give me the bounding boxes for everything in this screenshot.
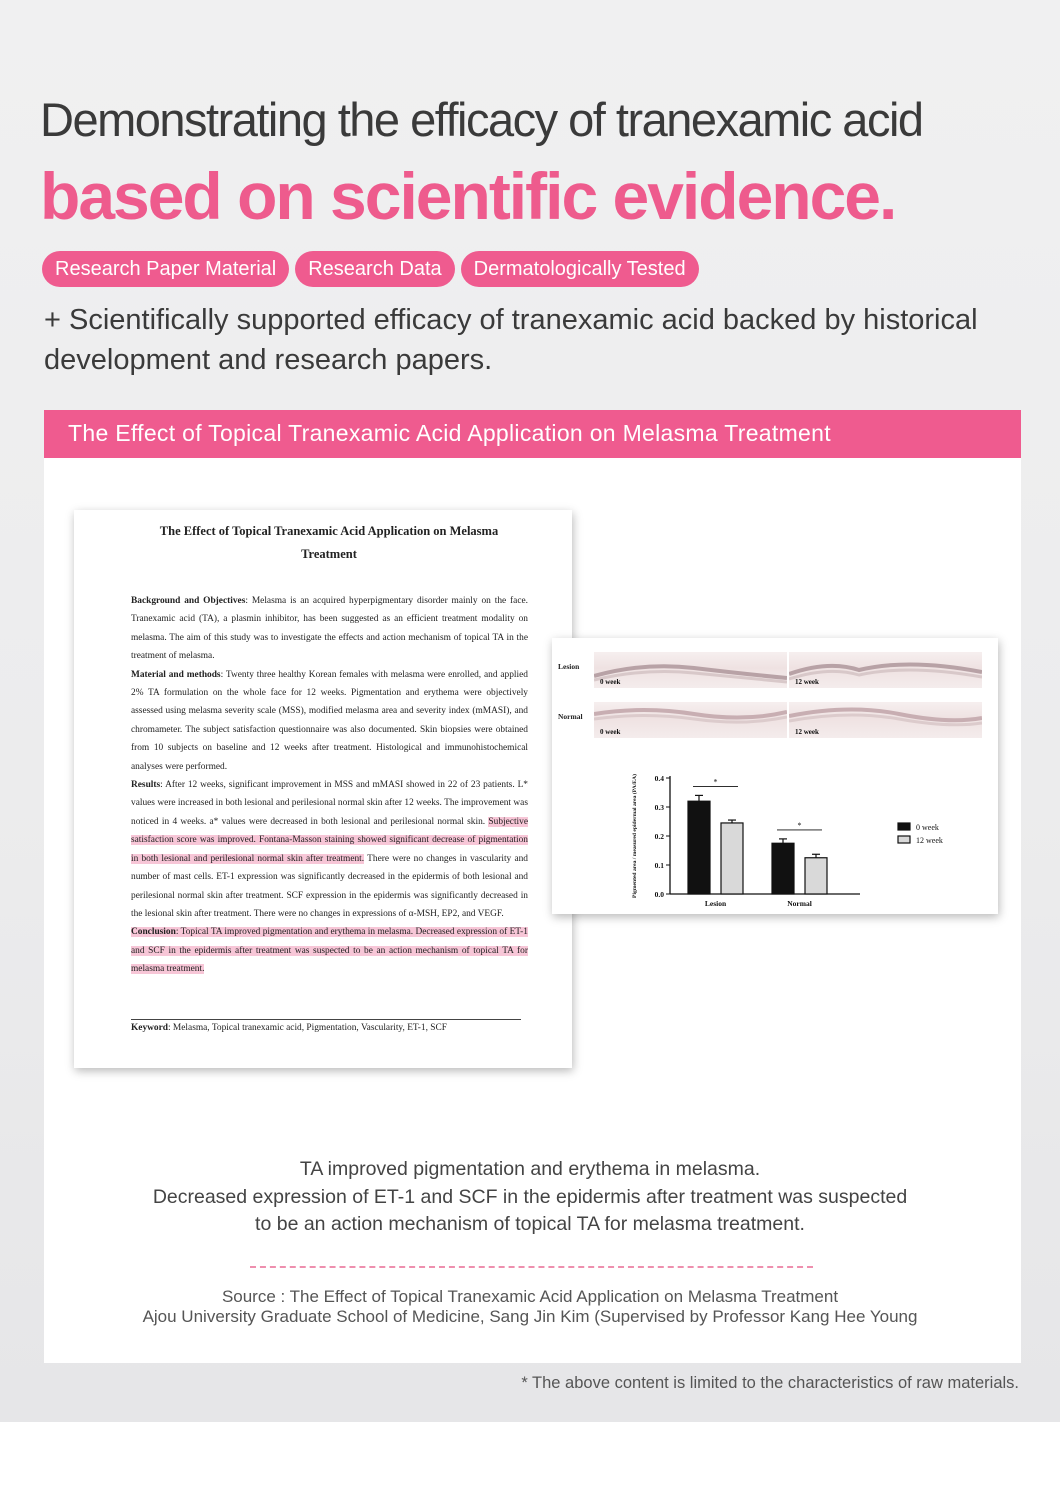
conclusion-label: Conclusion xyxy=(131,927,176,938)
background-label: Background and Objectives xyxy=(131,596,246,606)
micrograph-lesion-12-week xyxy=(789,652,982,688)
tag-dermatologically-tested: Dermatologically Tested xyxy=(461,251,699,287)
source-line-1: Source : The Effect of Topical Tranexamic Acid Application on Melasma Treatment xyxy=(221,1287,839,1306)
x-tick-label-normal: Normal xyxy=(787,899,812,908)
summary-line-1: TA improved pigmentation and erythema in melasma. xyxy=(299,1158,761,1180)
y-tick-label: 0.1 xyxy=(654,861,664,870)
row-label-lesion: Lesion xyxy=(558,662,580,671)
y-axis-title: Pigmented area / measured epidermal area (PA/EA) xyxy=(632,774,638,898)
methods-text: : Twenty three healthy Korean females with melasma were enrolled, and applied 2% TA formulation on the whole face for 12 weeks. Pigmentation and erythema were objectively assessed using melasma severity scale (MSS), modified melasma area and severity index (mMASI), and chromameter. The subject satisfaction questionnaire was also documented. Skin biopsies were obtained from 10 subjects on baseline and 12 weeks after treatment. Histological and immunohistochemical analyses were performed. xyxy=(131,669,528,772)
paper-title xyxy=(134,520,524,566)
lead-text: + Scientifically supported efficacy of tranexamic acid backed by historical development and research papers. xyxy=(44,304,978,376)
legend-swatch-12-week xyxy=(898,836,910,843)
row-label-normal: Normal xyxy=(558,712,583,721)
research-paper-excerpt xyxy=(74,510,572,1068)
headline-line-1: Demonstrating the efficacy of tranexamic acid xyxy=(40,93,923,146)
week-label-normal-0: 0 week xyxy=(600,728,621,736)
micrograph-normal-12-week xyxy=(789,702,982,738)
bar-normal-0-week xyxy=(772,843,794,894)
week-label-lesion-12: 12 week xyxy=(795,678,819,686)
tag-list xyxy=(42,251,699,287)
summary-line-2: Decreased expression of ET-1 and SCF in the epidermis after treatment was suspected xyxy=(152,1185,908,1208)
summary-text xyxy=(0,1156,1060,1239)
methods-label: Material and methods xyxy=(131,669,221,680)
tag-research-paper-material: Research Paper Material xyxy=(42,251,289,287)
bar-lesion-0-week xyxy=(688,801,710,894)
results-label: Results xyxy=(131,780,161,791)
headline-line-2: based on scientific evidence. xyxy=(40,159,896,233)
micrograph-normal-0-week xyxy=(594,702,787,738)
y-tick-label: 0.2 xyxy=(654,832,664,841)
tag-research-data: Research Data xyxy=(295,251,454,287)
bar-normal-12-week xyxy=(805,858,827,894)
footnote: * The above content is limited to the characteristics of raw materials. xyxy=(521,1374,1019,1392)
legend-label: 0 week xyxy=(916,823,939,832)
results-highlight: Subjective satisfaction score was improved. Fontana-Masson staining showed significant decrease of pigmentation in both lesional and perilesional normal skin after treatment. xyxy=(131,816,528,864)
micrograph-lesion-0-week xyxy=(594,652,787,688)
paper-title-line-1: The Effect of Topical Tranexamic Acid Application on Melasma xyxy=(159,524,499,538)
paper-keywords xyxy=(131,1023,528,1033)
keyword-label: Keyword xyxy=(131,1023,168,1033)
legend-swatch-0-week xyxy=(898,823,910,830)
paper-title-line-2: Treatment xyxy=(301,547,357,561)
x-tick-label-lesion: Lesion xyxy=(704,899,727,908)
results-text-2: There were no changes in vascularity and number of mast cells. ET-1 expression was significantly decreased in the epidermis of both lesional and perilesional normal skin after treatment. SCF expression in the epidermis was significantly decreased in the lesional skin after treatment. There were no changes in expressions of α-MSH, EP2, and VEGF. xyxy=(131,853,528,919)
legend-label: 12 week xyxy=(916,836,943,845)
conclusion-text: : Topical TA improved pigmentation and erythema in melasma. Decreased expression of ET-1 and SCF in the epidermis after treatment was suspected to be an action mechanism of topical TA for melasma treatment. xyxy=(131,927,528,975)
week-label-normal-12: 12 week xyxy=(795,728,819,736)
dashed-divider xyxy=(250,1266,813,1268)
significance-marker: * xyxy=(713,777,718,787)
pigmentation-bar-chart xyxy=(632,766,992,911)
results-text-1: : After 12 weeks, significant improvement in MSS and mMASI showed in 22 of 23 patients. L* values were increased in both lesional and perilesional normal skin after 12 weeks. The improvement was noticed in 4 weeks. a* values were decreased in both lesional and perilesional normal skin. xyxy=(131,780,528,827)
source-citation xyxy=(0,1287,1060,1327)
y-tick-label: 0.0 xyxy=(654,890,664,899)
bar-lesion-12-week xyxy=(721,823,743,894)
y-tick-label: 0.4 xyxy=(654,774,664,783)
background-text: : Melasma is an acquired hyperpigmentary disorder mainly on the face. Tranexamic acid (TA), a plasmin inhibitor, has been suggested as an efficient treatment modality on melasma. The aim of this study was to investigate the effects and action mechanism of topical TA in the treatment of melasma. xyxy=(131,596,528,662)
summary-line-3: to be an action mechanism of topical TA for melasma treatment. xyxy=(255,1213,805,1235)
keyword-text: : Melasma, Topical tranexamic acid, Pigmentation, Vascularity, ET-1, SCF xyxy=(167,1023,447,1033)
results-figure xyxy=(552,638,998,914)
panel-heading: The Effect of Topical Tranexamic Acid Application on Melasma Treatment xyxy=(44,410,1021,458)
paper-divider xyxy=(131,1019,521,1020)
significance-marker: * xyxy=(797,820,802,830)
source-line-2: Ajou University Graduate School of Medicine, Sang Jin Kim (Supervised by Professor Kang Hee Young xyxy=(142,1307,918,1326)
week-label-lesion-0: 0 week xyxy=(600,678,621,686)
paper-abstract xyxy=(131,592,528,979)
y-tick-label: 0.3 xyxy=(654,803,664,812)
